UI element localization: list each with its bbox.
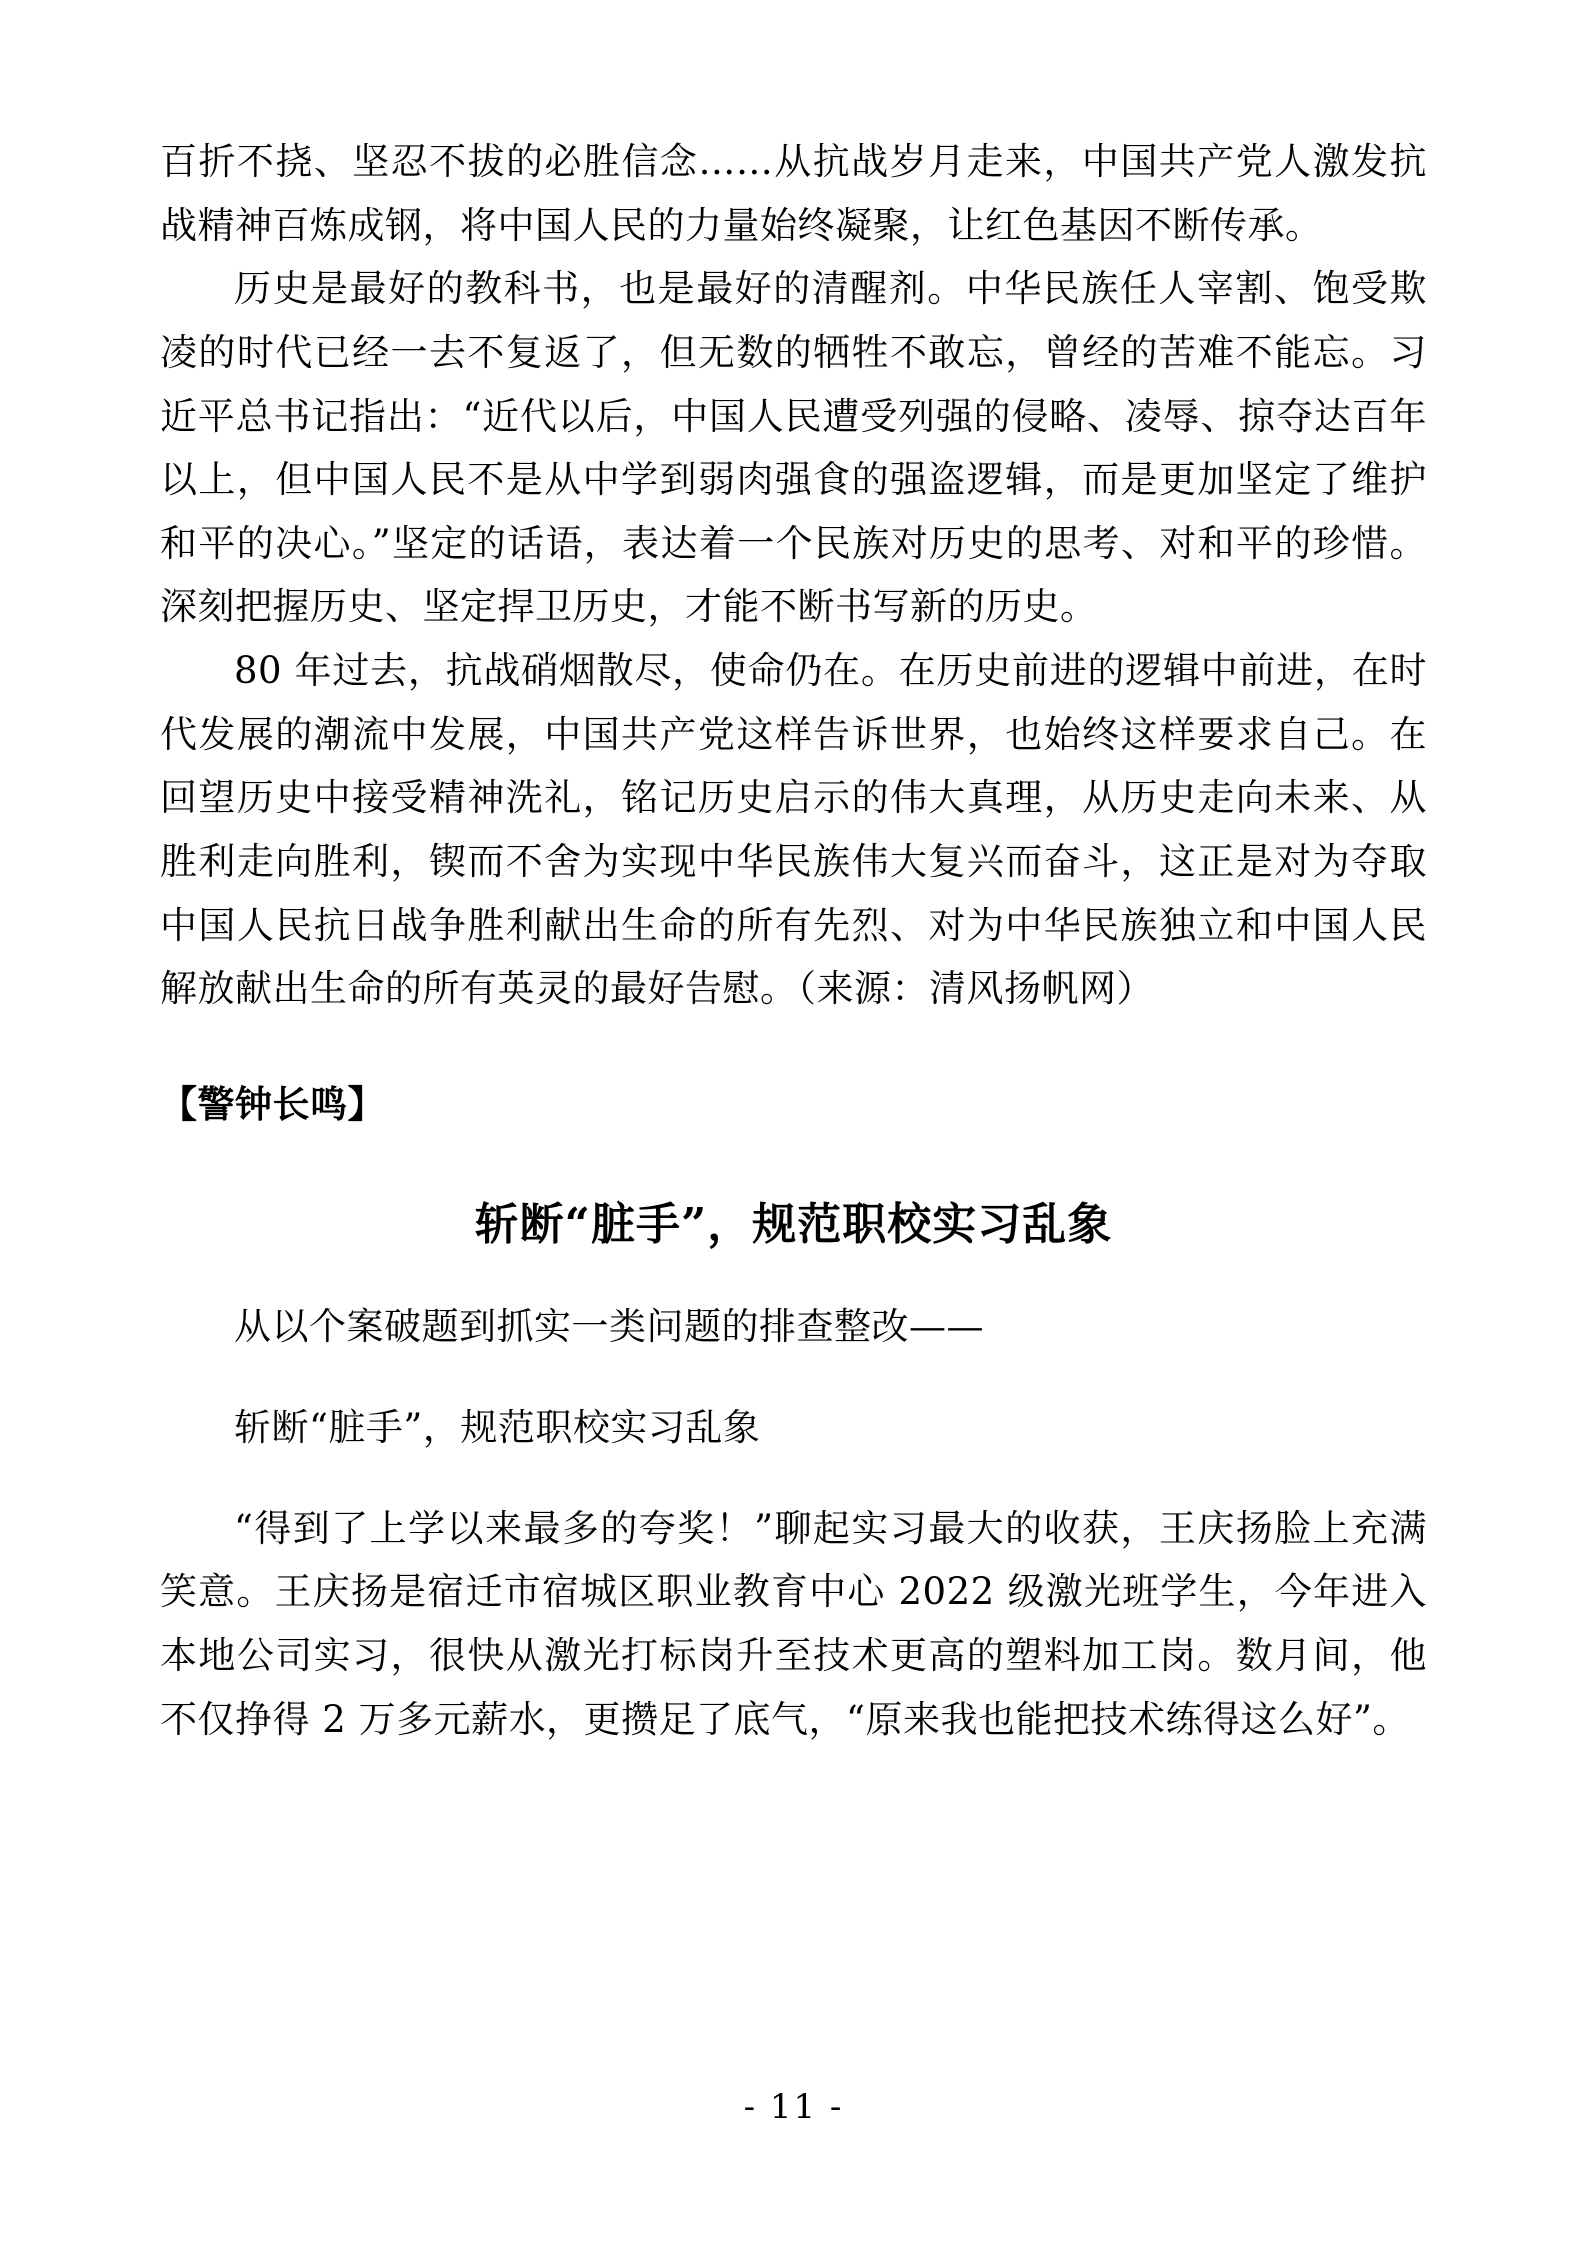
article-subline: 从以个案破题到抓实一类问题的排查整改—— — [234, 1305, 984, 1349]
article-title: 斩断“脏手”，规范职校实习乱象 — [474, 1199, 1113, 1251]
paragraph: “得到了上学以来最多的夸奖！”聊起实习最大的收获，王庆扬脸上充满笑意。王庆扬是宿迁市宿城区职业教育中心 2022 级激光班学生，今年进入本地公司实习，很快从激光打标岗升至技术更高的塑料加工岗。数月间，他不仅挣得 2 万多元薪水，更攒足了底气，“原来我也能把技术练得这么好”。 — [160, 1506, 1427, 1741]
paragraph: 历史是最好的教科书，也是最好的清醒剂。中华民族任人宰割、饱受欺凌的时代已经一去不复返了，但无数的牺牲不敢忘，曾经的苦难不能忘。习近平总书记指出：“近代以后，中国人民遭受列强的侵略、凌辱、掠夺达百年以上，但中国人民不是从中学到弱肉强食的强盗逻辑，而是更加坚定了维护和平的决心。”坚定的话语，表达着一个民族对历史的思考、对和平的珍惜。深刻把握历史、坚定捍卫历史，才能不断书写新的历史。 — [160, 267, 1427, 629]
paragraph: 百折不挠、坚忍不拔的必胜信念……从抗战岁月走来，中国共产党人激发抗战精神百炼成钢，将中国人民的力量始终凝聚，让红色基因不断传承。 — [160, 140, 1427, 247]
page-number: - 11 - — [743, 2087, 844, 2127]
paragraph: 80 年过去，抗战硝烟散尽，使命仍在。在历史前进的逻辑中前进，在时代发展的潮流中发展，中国共产党这样告诉世界，也始终这样要求自己。在回望历史中接受精神洗礼，铭记历史启示的伟大真理，从历史走向未来、从胜利走向胜利，锲而不舍为实现中华民族伟大复兴而奋斗，这正是对为夺取中国人民抗日战争胜利献出生命的所有先烈、对为中华民族独立和中国人民解放献出生命的所有英灵的最好告慰。（来源：清风扬帆网） — [160, 649, 1427, 1011]
section-tag: 【警钟长鸣】 — [160, 1081, 385, 1126]
article-subline: 斩断“脏手”，规范职校实习乱象 — [234, 1406, 761, 1449]
document-body — [160, 130, 1427, 1751]
